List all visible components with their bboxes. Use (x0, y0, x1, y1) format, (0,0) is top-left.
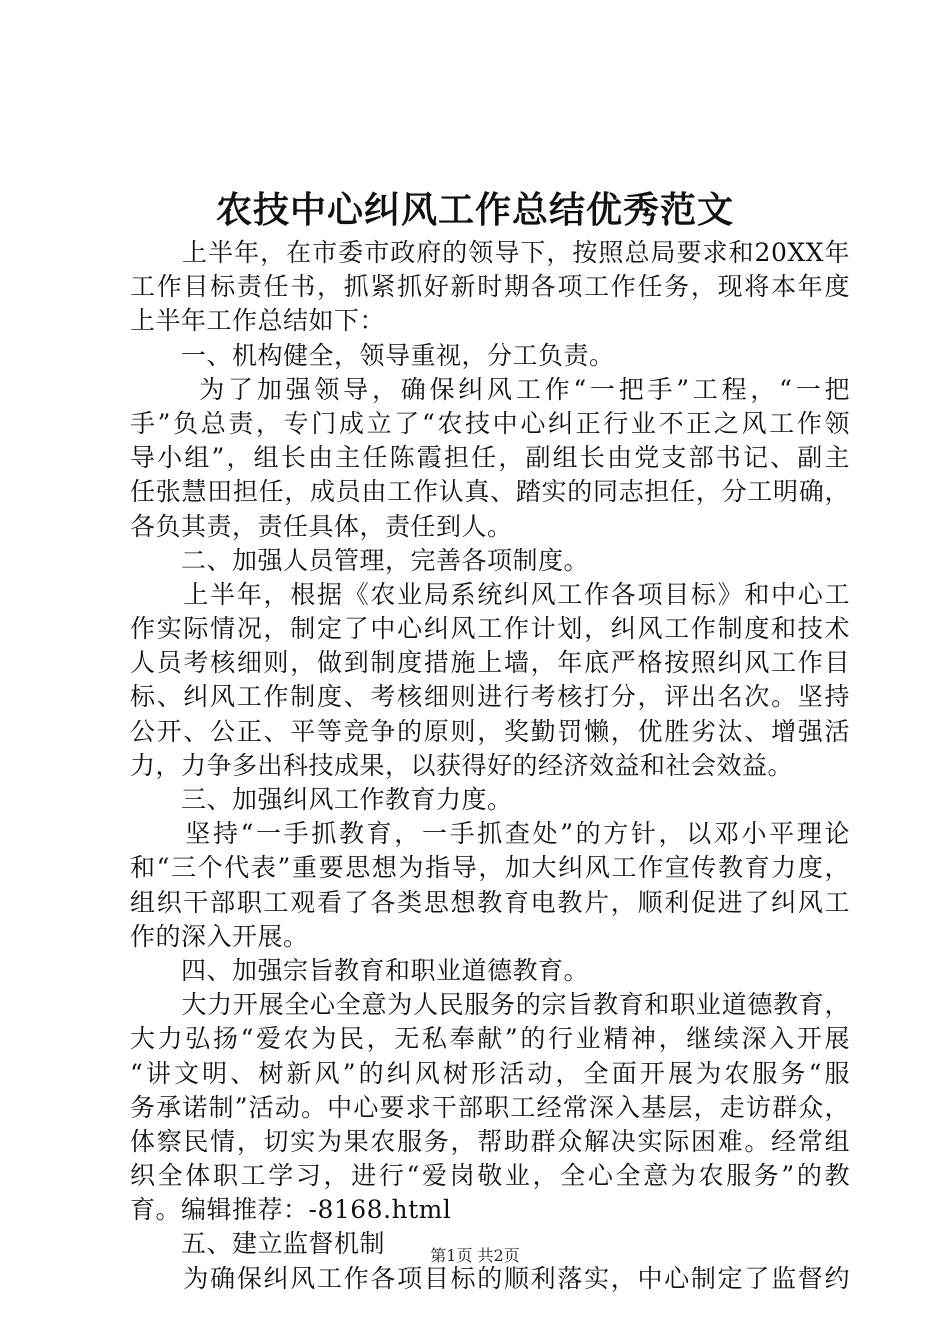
text-line: 作实际情况，制定了中心纠风工作计划，纠风工作制度和技术 (130, 614, 850, 644)
text-line: 大力开展全心全意为人民服务的宗旨教育和职业道德教育， (130, 990, 850, 1020)
text-line: 各负其责，责任具体，责任到人。 (130, 511, 513, 541)
text-line: 五、建立监督机制 (130, 1229, 386, 1259)
text-line: 标、纠风工作制度、考核细则进行考核打分，评出名次。坚持 (130, 682, 850, 712)
text-line: 体察民情，切实为果农服务，帮助群众解决实际困难。经常组 (130, 1126, 850, 1156)
text-line: 四、加强宗旨教育和职业道德教育。 (130, 955, 590, 985)
text-line: 和“三个代表”重要思想为指导，加大纠风工作宣传教育力度， (130, 853, 850, 883)
text-line: 坚持“一手抓教育，一手抓查处”的方针，以邓小平理论 (130, 819, 850, 849)
text-line: 为了加强领导，确保纠风工作“一把手”工程，“一把 (130, 374, 850, 404)
page-title: 农技中心纠风工作总结优秀范文 (215, 189, 734, 231)
document-body (130, 236, 850, 1296)
text-line: 手”负总责，专门成立了“农技中心纠正行业不正之风工作领 (130, 408, 850, 438)
text-line: 导小组”，组长由主任陈霞担任，副组长由党支部书记、副主 (130, 443, 850, 473)
text-line: 人员考核细则，做到制度措施上墙，年底严格按照纠风工作目 (130, 648, 850, 678)
text-line: 组织干部职工观看了各类思想教育电教片，顺利促进了纠风工 (130, 887, 850, 917)
text-line: 一、机构健全，领导重视，分工负责。 (130, 340, 615, 370)
text-line: 任张慧田担任，成员由工作认真、踏实的同志担任，分工明确， (130, 477, 850, 507)
text-line: 力，力争多出科技成果，以获得好的经济效益和社会效益。 (130, 750, 794, 780)
text-line: 大力弘扬“爱农为民，无私奉献”的行业精神，继续深入开展 (130, 1024, 850, 1054)
text-line: 织全体职工学习，进行“爱岗敬业，全心全意为农服务”的教 (130, 1161, 850, 1191)
text-line: 工作目标责任书，抓紧抓好新时期各项工作任务，现将本年度 (130, 272, 850, 302)
text-line: 上半年工作总结如下： (130, 306, 386, 336)
text-line: 务承诺制”活动。中心要求干部职工经常深入基层，走访群众， (130, 1092, 850, 1122)
text-line: 三、加强纠风工作教育力度。 (130, 785, 513, 814)
text-line: 二、加强人员管理，完善各项制度。 (130, 545, 590, 575)
text-line: 公开、公正、平等竞争的原则，奖勤罚懒，优胜劣汰、增强活 (130, 716, 850, 746)
text-line: 作的深入开展。 (130, 921, 309, 951)
page-footer: 第1页 共2页 (430, 1246, 520, 1265)
text-line: 上半年，根据《农业局系统纠风工作各项目标》和中心工 (130, 579, 850, 609)
text-line: 为确保纠风工作各项目标的顺利落实，中心制定了监督约 (130, 1263, 850, 1293)
text-line: 育。编辑推荐：-8168.html (130, 1195, 452, 1225)
text-line: 上半年，在市委市政府的领导下，按照总局要求和20XX年 (130, 238, 850, 267)
text-line: “讲文明、树新风”的纠风树形活动，全面开展为农服务“服 (130, 1058, 850, 1088)
